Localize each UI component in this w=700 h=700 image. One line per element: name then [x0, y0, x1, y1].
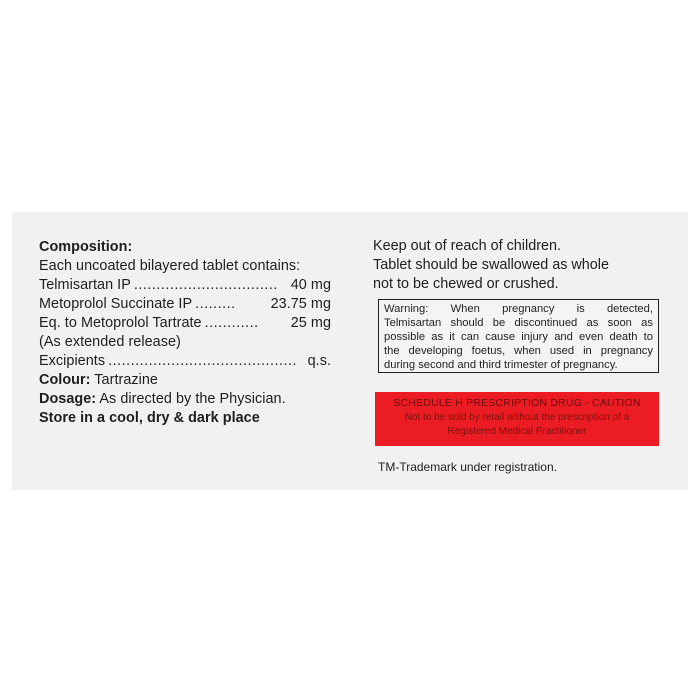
excipients-name: Excipients — [39, 353, 106, 369]
colour-line — [39, 371, 339, 390]
release-note: (As extended release) — [39, 334, 181, 350]
composition-heading: Composition: — [39, 239, 133, 255]
dosage-label: Dosage: — [39, 391, 97, 407]
ingredient-row — [39, 276, 331, 295]
colour-label: Colour: — [39, 372, 91, 388]
dosage-value: As directed by the Physician. — [96, 391, 286, 407]
schedule-h-caution-box — [375, 392, 659, 446]
colour-value: Tartrazine — [90, 372, 158, 388]
schedule-title: SCHEDULE H PRESCRIPTION DRUG - CAUTION — [393, 397, 641, 409]
ingredient-amount: 40 mg — [290, 277, 331, 293]
ingredient-name: Telmisartan IP — [39, 277, 131, 293]
schedule-body-line: Registered Medical Practitioner — [447, 426, 587, 437]
instructions-section — [373, 237, 673, 294]
instruction-line: not to be chewed or crushed. — [373, 276, 559, 292]
ingredient-amount: 25 mg — [290, 315, 331, 331]
warning-line: during second and third trimester of pregnancy. — [384, 359, 618, 371]
storage-instruction: Store in a cool, dry & dark place — [39, 410, 260, 426]
dosage-line — [39, 390, 339, 409]
ingredient-name: Eq. to Metoprolol Tartrate — [39, 315, 202, 331]
ingredient-amount: 23.75 mg — [270, 296, 331, 312]
warning-line: possible as it can cause injury and even death to — [384, 331, 653, 343]
ingredient-row — [39, 314, 331, 333]
instruction-line: Keep out of reach of children. — [373, 238, 561, 254]
trademark-note: TM-Trademark under registration. — [378, 460, 557, 474]
leader-dots: ......... — [195, 296, 236, 312]
composition-section — [39, 238, 339, 428]
excipients-amount: q.s. — [307, 353, 331, 369]
ingredient-name: Metoprolol Succinate IP — [39, 296, 193, 312]
warning-line: the developing foetus, when used in pregnancy — [384, 345, 653, 357]
warning-line: Warning: When pregnancy is detected, — [384, 303, 653, 315]
leader-dots: ................................ — [133, 277, 278, 293]
label-panel — [12, 212, 688, 490]
leader-dots: .......................................... — [108, 353, 298, 369]
schedule-body-line: Not to be sold by retail without the prescription of a — [404, 412, 630, 423]
instruction-line: Tablet should be swallowed as whole — [373, 257, 609, 273]
leader-dots: ............ — [204, 315, 259, 331]
composition-intro: Each uncoated bilayered tablet contains: — [39, 258, 301, 274]
warning-line: Telmisartan should be discontinued as soon as — [384, 317, 653, 329]
ingredient-row — [39, 295, 331, 314]
excipients-row — [39, 352, 331, 371]
pregnancy-warning-box — [378, 299, 659, 373]
